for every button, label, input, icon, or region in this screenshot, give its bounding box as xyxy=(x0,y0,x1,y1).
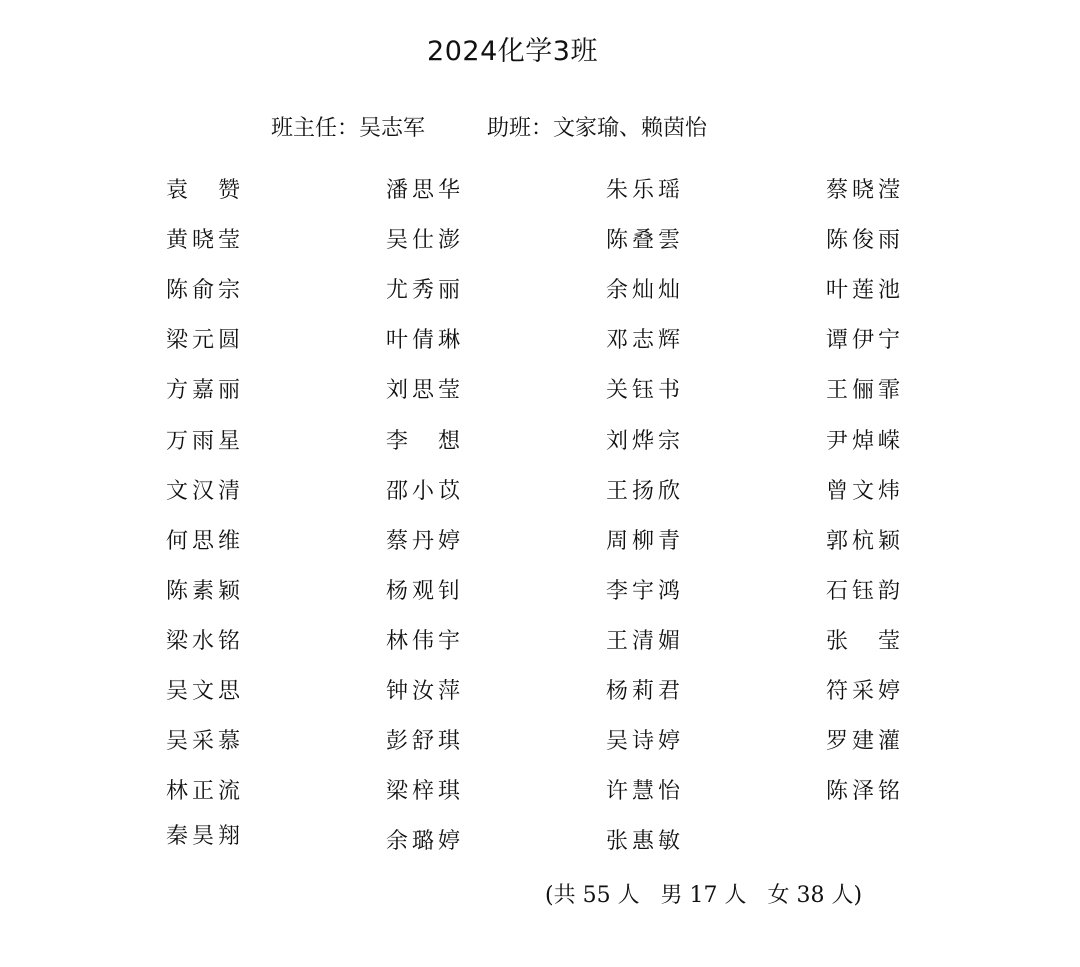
student-name: 文汉清 xyxy=(166,479,240,504)
assistant-label: 助班： xyxy=(487,116,554,141)
student-name: 陈泽铭 xyxy=(826,779,900,804)
student-name: 吴诗婷 xyxy=(606,729,680,754)
student-name: 王清媚 xyxy=(606,629,680,654)
student-name: 关钰书 xyxy=(606,378,680,403)
student-name: 张 莹 xyxy=(826,629,900,654)
student-name: 叶倩琳 xyxy=(386,328,460,353)
student-name: 尤秀丽 xyxy=(386,278,460,303)
student-name: 梁元圆 xyxy=(166,328,240,353)
student-name: 蔡丹婷 xyxy=(386,529,460,554)
student-name: 陈俊雨 xyxy=(826,228,900,253)
student-name: 曾文炜 xyxy=(826,479,900,504)
student-name: 刘烨宗 xyxy=(606,429,680,454)
student-name: 周柳青 xyxy=(606,529,680,554)
student-name: 万雨星 xyxy=(166,429,240,454)
student-name: 郭杭颖 xyxy=(826,529,900,554)
student-name: 何思维 xyxy=(166,529,240,554)
student-name: 叶莲池 xyxy=(826,278,900,303)
student-name: 谭伊宁 xyxy=(826,328,900,353)
student-name: 梁水铭 xyxy=(166,629,240,654)
student-name: 林正流 xyxy=(166,779,240,804)
student-name: 李宇鸿 xyxy=(606,579,680,604)
student-name: 袁 赞 xyxy=(166,178,240,203)
student-name: 余璐婷 xyxy=(386,829,460,854)
student-name: 许慧怡 xyxy=(606,779,680,804)
student-name: 梁梓琪 xyxy=(386,779,460,804)
student-name: 方嘉丽 xyxy=(166,378,240,403)
student-name: 邓志辉 xyxy=(606,328,680,353)
student-name: 黄晓莹 xyxy=(166,228,240,253)
student-name: 张惠敏 xyxy=(606,829,680,854)
student-name: 陈俞宗 xyxy=(166,278,240,303)
assistant-names: 文家瑜、赖茵怡 xyxy=(553,116,708,141)
student-name: 余灿灿 xyxy=(606,278,680,303)
student-name: 杨莉君 xyxy=(606,679,680,704)
student-name: 林伟宇 xyxy=(386,629,460,654)
student-name: 彭舒琪 xyxy=(386,729,460,754)
student-name: 石钰韵 xyxy=(826,579,900,604)
student-name: 蔡晓滢 xyxy=(826,178,900,203)
student-name: 钟汝萍 xyxy=(386,679,460,704)
student-name: 吴文思 xyxy=(166,679,240,704)
student-name: 李 想 xyxy=(386,429,460,454)
class-summary: (共 55 人 男 17 人 女 38 人) xyxy=(545,883,863,908)
student-name: 朱乐瑶 xyxy=(606,178,680,203)
student-name: 秦昊翔 xyxy=(166,824,240,849)
student-name: 陈叠雲 xyxy=(606,228,680,253)
student-name: 符采婷 xyxy=(826,679,900,704)
student-name: 陈素颖 xyxy=(166,579,240,604)
student-name: 吴仕澎 xyxy=(386,228,460,253)
student-name: 邵小苡 xyxy=(386,479,460,504)
student-name: 尹焯嵘 xyxy=(826,429,900,454)
student-name: 王扬欣 xyxy=(606,479,680,504)
student-name: 吴采慕 xyxy=(166,729,240,754)
page-title: 2024化学3班 xyxy=(427,36,598,67)
head-teacher-label: 班主任： xyxy=(271,116,360,141)
student-name: 王俪霏 xyxy=(826,378,900,403)
student-name: 杨观钊 xyxy=(386,579,460,604)
head-teacher-name: 吴志军 xyxy=(359,116,426,141)
student-name: 罗建灌 xyxy=(826,729,900,754)
student-name: 刘思莹 xyxy=(386,378,460,403)
student-name: 潘思华 xyxy=(386,178,460,203)
